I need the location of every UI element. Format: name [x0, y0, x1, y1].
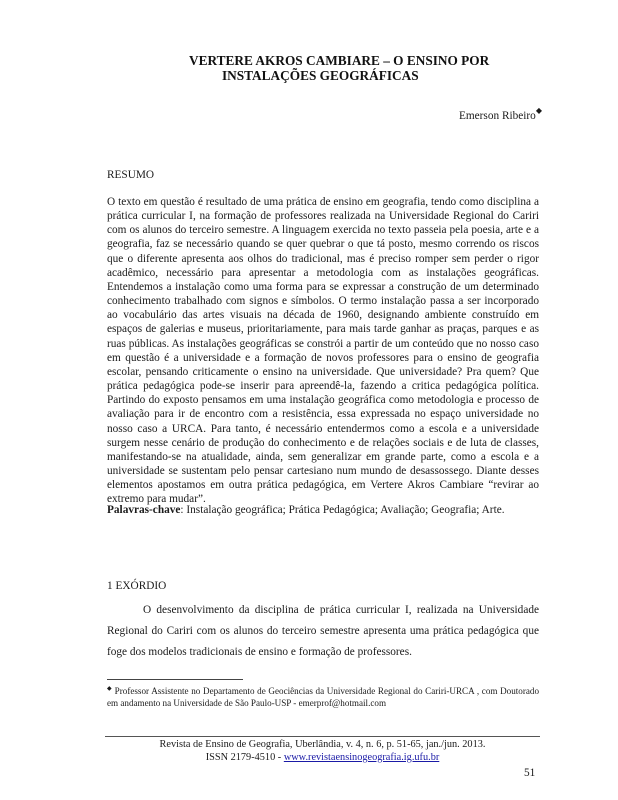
author-byline [459, 105, 542, 123]
abstract-heading: RESUMO [107, 169, 155, 181]
section-body-text: O desenvolvimento da disciplina de prática curricular I, realizada na Universidade Regional do Cariri com os alunos do terceiro semestre apresenta uma prática pedagógica que foge dos modelos tradicionais de ensino e formação de professores. [107, 604, 539, 658]
abstract-text: O texto em questão é resultado de uma prática de ensino em geografia, tendo como disciplina a prática curricular I, na formação de professores realizada na Universidade Regional do Cariri com os alunos do terceiro semestre. A linguagem exercida no texto passeia pela poesia, arte e a geografia, faz se necessário quando se quer quebrar o que tá posto, mesmo correndo os riscos que o diferente apresenta aos olhos do tradicional, mas é preciso romper sem perder o rigor acadêmico, necessário para apresentar a metodologia com as instalações geográficas. Entendemos a instalação como uma forma para se expressar a construção de um determinado conhecimento trabalhado com signos e símbolos. O termo instalação passa a ser incorporado ao vocabulário das artes visuais na década de 1960, designando ambiente construído em espaços de galerias e museus, prioritariamente, para mais tarde ganhar as praças, parques e as ruas públicas. As instalações geográficas se constrói a partir de um conteúdo que no nosso caso em questão é a universidade e a formação de novos professores para o ensino de geografia escolar, pensando criticamente o ensino na universidade. Que universidade? Pra quem? Que prática pedagógica pode-se inserir para apreendê-la, fazendo a critica pedagógica política. Partindo do exposto pensamos em uma instalação geográfica como metodologia e processo de avaliação para ir de encontro com a resistência, essa expressada no espaço universidade no nosso caso a URCA. Para tanto, é necessário entendermos como a escola e a universidade surgem nesse cenário de produção do conhecimento e de relações sociais e de luta de classes, manifestando-se na atualidade, ainda, sem generalizar em grande parte, como a escola e a universidade se sustentam pelo pensar cartesiano num mundo de desassossego. Diante desses elementos apostamos em outra prática pedagógica, em Vertere Akros Cambiare “revirar ao extremo para mudar”. [107, 196, 539, 506]
journal-website-link[interactable]: www.revistaensinogeografia.ig.ufu.br [283, 752, 440, 763]
footnote-text: Professor Assistente no Departamento de Geociências da Universidade Regional do Cariri-URCA , com Doutorado em andamento na Universidade de São Paulo-USP - emerprof@hotmail.com [107, 686, 539, 708]
page-number: 51 [524, 767, 536, 779]
journal-citation: Revista de Ensino de Geografia, Uberlândia, v. 4, n. 6, p. 51-65, jan./jun. 2013. [159, 739, 486, 750]
footnote-divider [107, 679, 243, 680]
page-footer [105, 738, 540, 764]
issn-text: ISSN 2179-4510 - [205, 752, 284, 763]
footnote-marker-icon[interactable]: ◆ [535, 106, 542, 115]
footnote-marker: ◆ [107, 686, 113, 692]
article-title-line-1: VERTERE AKROS CAMBIARE – O ENSINO POR [189, 53, 490, 68]
article-title-line-2: INSTALAÇÕES GEOGRÁFICAS [222, 68, 419, 83]
keywords [107, 503, 547, 517]
footnote [107, 684, 539, 709]
author-name: Emerson Ribeiro [458, 109, 536, 122]
keywords-separator: : [180, 504, 187, 516]
keywords-values: Instalação geográfica; Prática Pedagógica; Avaliação; Geografia; Arte. [186, 504, 505, 516]
section-heading-exordio: 1 EXÓRDIO [107, 580, 167, 592]
keywords-label: Palavras-chave [107, 504, 181, 516]
journal-issn-line [105, 751, 540, 764]
footer-divider [105, 736, 540, 737]
article-title [150, 53, 550, 83]
